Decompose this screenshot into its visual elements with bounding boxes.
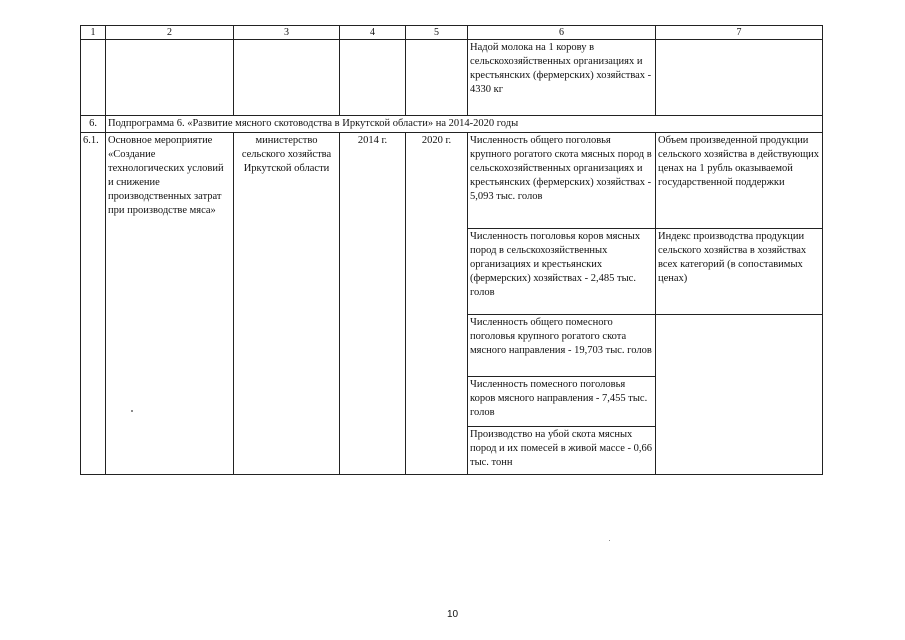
column-number: 6 [468, 26, 656, 40]
subprogram-number: 6. [81, 116, 106, 133]
cell-empty [656, 40, 823, 116]
cell-empty [81, 40, 106, 116]
indicator-cell: Производство на убой скота мясных пород и их помесей в живой массе - 0,66 тыс. тонн [468, 427, 656, 475]
column-number: 3 [234, 26, 340, 40]
activity-start-year: 2014 г. [340, 133, 406, 475]
target-cell: Индекс производства продукции сельского хозяйства в хозяйствах всех категорий (в сопоставимых ценах) [656, 229, 823, 315]
scan-speck [131, 410, 133, 412]
page-number: 10 [446, 609, 459, 620]
activity-executor: министерство сельского хозяйства Иркутской области [234, 133, 340, 475]
cell-empty [340, 40, 406, 116]
continuation-row [81, 40, 823, 116]
subprogram-row [81, 116, 823, 133]
target-cell: Объем произведенной продукции сельского хозяйства в действующих ценах на 1 рубль оказываемой государственной поддержки [656, 133, 823, 229]
column-number: 1 [81, 26, 106, 40]
indicator-cell: Численность поголовья коров мясных пород в сельскохозяйственных организациях и крестьянских (фермерских) хозяйствах - 2,485 тыс. голов [468, 229, 656, 315]
indicator-cell: Численность общего поголовья крупного рогатого скота мясных пород в сельскохозяйственных организациях и крестьянских (фермерских) хозяйствах - 5,093 тыс. голов [468, 133, 656, 229]
indicator-cell: Надой молока на 1 корову в сельскохозяйственных организациях и крестьянских (фермерских) хозяйствах - 4330 кг [468, 40, 656, 116]
activity-end-year: 2020 г. [406, 133, 468, 475]
cell-empty [234, 40, 340, 116]
column-number: 4 [340, 26, 406, 40]
activity-name: Основное мероприятие «Создание технологических условий и снижение производственных затрат при производстве мяса» [106, 133, 234, 475]
column-number: 7 [656, 26, 823, 40]
program-table [80, 25, 823, 475]
column-number: 5 [406, 26, 468, 40]
cell-empty [406, 40, 468, 116]
activity-number: 6.1. [81, 133, 106, 475]
subprogram-title: Подпрограмма 6. «Развитие мясного скотоводства в Иркутской области» на 2014-2020 годы [106, 116, 823, 133]
indicator-cell: Численность помесного поголовья коров мясного направления - 7,455 тыс. голов [468, 377, 656, 427]
activity-row [81, 133, 823, 229]
column-number: 2 [106, 26, 234, 40]
column-number-row [81, 26, 823, 40]
cell-empty [106, 40, 234, 116]
indicator-cell: Численность общего помесного поголовья крупного рогатого скота мясного направления - 19,703 тыс. голов [468, 315, 656, 377]
scan-speck [609, 540, 610, 541]
cell-empty [656, 315, 823, 475]
